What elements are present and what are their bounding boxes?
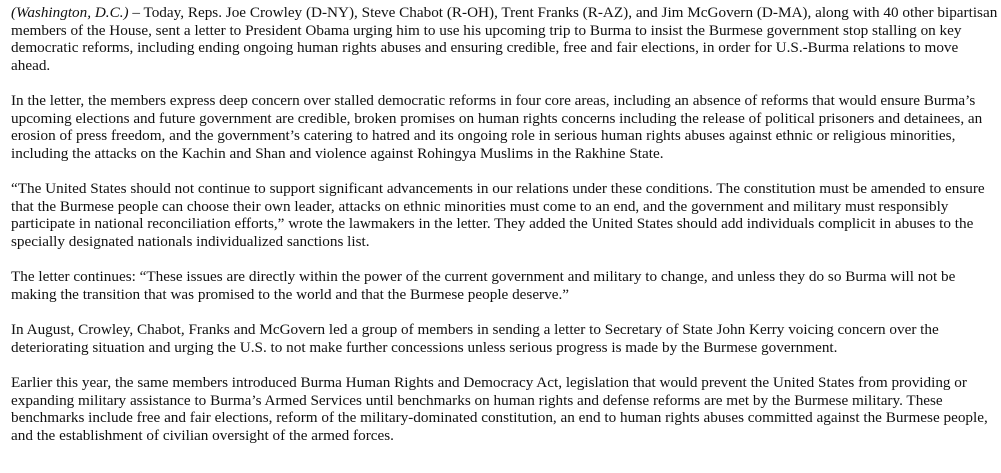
paragraph-quote: “The United States should not continue to support significant advancements in our relations under these conditions. The constitution must be amended to ensure that the Burmese people can choose their own leader, attacks on ethnic minorities must come to an end, and the government and military must responsibly participate in national reconciliation efforts,” wrote the lawmakers in the letter. They added the United States should add individuals complicit in abuses to the specially designated nationals individualized sanctions list. [11,180,985,250]
dateline: (Washington, D.C.) [11,4,129,21]
paragraph-august-letter: In August, Crowley, Chabot, Franks and McGovern led a group of members in sending a letter to Secretary of State John Kerry voicing concern over the deteriorating situation and urging the U.S. to not make further concessions unless serious progress is made by the Burmese government. [11,321,939,356]
paragraph-letter-continues: The letter continues: “These issues are directly within the power of the current government and military to change, and unless they do so Burma will not be making the transition that was promised to the world and that the Burmese people deserve.” [11,268,956,303]
paragraph-legislation: Earlier this year, the same members introduced Burma Human Rights and Democracy Act, legislation that would prevent the United States from providing or expanding military assistance to Burma’s Armed Services until benchmarks on human rights and defense reforms are met by the Burmese military. These benchmarks include free and fair elections, reform of the military-dominated constitution, an end to human rights abuses committed against the Burmese people, and the establishment of civilian oversight of the armed forces. [11,374,988,444]
paragraph-intro-text: – Today, Reps. Joe Crowley (D-NY), Steve Chabot (R-OH), Trent Franks (R-AZ), and Jim McGovern (D-MA), along with 40 other bipartisan members of the House, sent a letter to President Obama urging him to use his upcoming trip to Burma to insist the Burmese government stop stalling on key democratic reforms, including ending ongoing human rights abuses and ensuring credible, free and fair elections, in order for U.S.-Burma relations to move ahead. [11,4,998,74]
paragraph-concerns: In the letter, the members express deep concern over stalled democratic reforms in four core areas, including an absence of reforms that would ensure Burma’s upcoming elections and future government are credible, broken promises on human rights concerns including the release of political prisoners and detainees, an erosion of press freedom, and the government’s catering to hatred and its ongoing role in serious human rights abuses against ethnic or religious minorities, including the attacks on the Kachin and Shan and violence against Rohingya Muslims in the Rakhine State. [11,92,983,162]
paragraph-intro [11,4,1001,74]
